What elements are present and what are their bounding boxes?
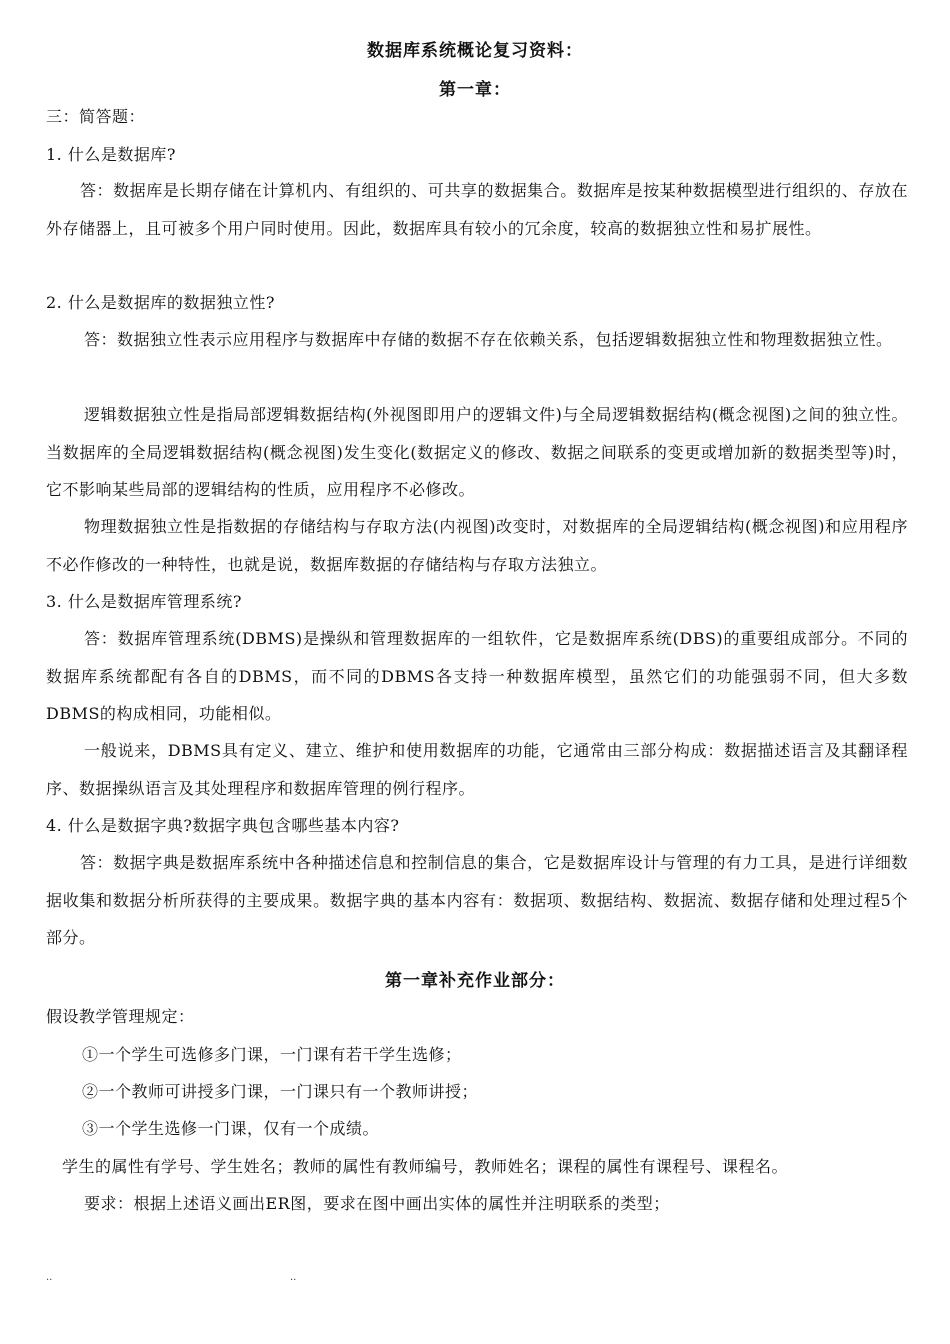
document-title: 数据库系统概论复习资料：: [367, 41, 583, 61]
rule-1: ①一个学生可选修多门课，一门课有若干学生选修；: [82, 1045, 462, 1064]
question-3: 3. 什么是数据库管理系统?: [46, 592, 242, 611]
footer-mark-right: ..: [290, 1272, 297, 1283]
answer-2-paragraph-1: 答：数据独立性表示应用程序与数据库中存储的数据不存在依赖关系，包括逻辑数据独立性和物理数据独立性。: [84, 330, 893, 349]
question-1: 1. 什么是数据库?: [46, 145, 176, 164]
answer-2-paragraph-2: 逻辑数据独立性是指局部逻辑数据结构(外视图即用户的逻辑文件)与全局逻辑数据结构(概念视图)之间的独立性。当数据库的全局逻辑数据结构(概念视图)发生变化(数据定义的修改、数据之间联系的变更或增加新的数据类型等)时，它不影响某些局部的逻辑结构的性质，应用程序不必修改。: [46, 405, 908, 499]
question-4: 4. 什么是数据字典?数据字典包含哪些基本内容?: [46, 816, 400, 835]
answer-3-paragraph-2: 一般说来，DBMS具有定义、建立、维护和使用数据库的功能，它通常由三部分构成：数据描述语言及其翻译程序、数据操纵语言及其处理程序和数据库管理的例行程序。: [46, 741, 908, 798]
rule-3: ③一个学生选修一门课，仅有一个成绩。: [82, 1119, 380, 1138]
answer-2-paragraph-3: 物理数据独立性是指数据的存储结构与存取方法(内视图)改变时，对数据库的全局逻辑结构(概念视图)和应用程序不必作修改的一种特性，也就是说，数据库数据的存储结构与存取方法独立。: [46, 517, 908, 574]
rule-2: ②一个教师可讲授多门课，一门课只有一个教师讲授；: [82, 1082, 479, 1101]
attributes-statement: 学生的属性有学号、学生姓名；教师的属性有教师编号，教师姓名；课程的属性有课程号、课程名。: [62, 1157, 789, 1176]
chapter-heading: 第一章：: [439, 80, 511, 100]
assumption-intro: 假设教学管理规定：: [46, 1007, 195, 1026]
section-heading: 三：简答题：: [46, 107, 146, 126]
answer-4: 答：数据字典是数据库系统中各种描述信息和控制信息的集合，它是数据库设计与管理的有力工具，是进行详细数据收集和数据分析所获得的主要成果。数据字典的基本内容有：数据项、数据结构、数据流、数据存储和处理过程5个部分。: [46, 853, 908, 947]
requirement-statement: 要求：根据上述语义画出ER图，要求在图中画出实体的属性并注明联系的类型；: [84, 1194, 670, 1213]
answer-3-paragraph-1: 答：数据库管理系统(DBMS)是操纵和管理数据库的一组软件，它是数据库系统(DBS)的重要组成部分。不同的数据库系统都配有各自的DBMS，而不同的DBMS各支持一种数据库模型，虽然它们的功能强弱不同，但大多数DBMS的构成相同，功能相似。: [46, 629, 908, 723]
supplement-heading: 第一章补充作业部分：: [385, 971, 565, 991]
question-2: 2. 什么是数据库的数据独立性?: [46, 293, 275, 312]
answer-1: 答：数据库是长期存储在计算机内、有组织的、可共享的数据集合。数据库是按某种数据模型进行组织的、存放在外存储器上，且可被多个用户同时使用。因此，数据库具有较小的冗余度，较高的数据独立性和易扩展性。: [46, 181, 908, 238]
footer-mark-left: ..: [46, 1272, 53, 1283]
